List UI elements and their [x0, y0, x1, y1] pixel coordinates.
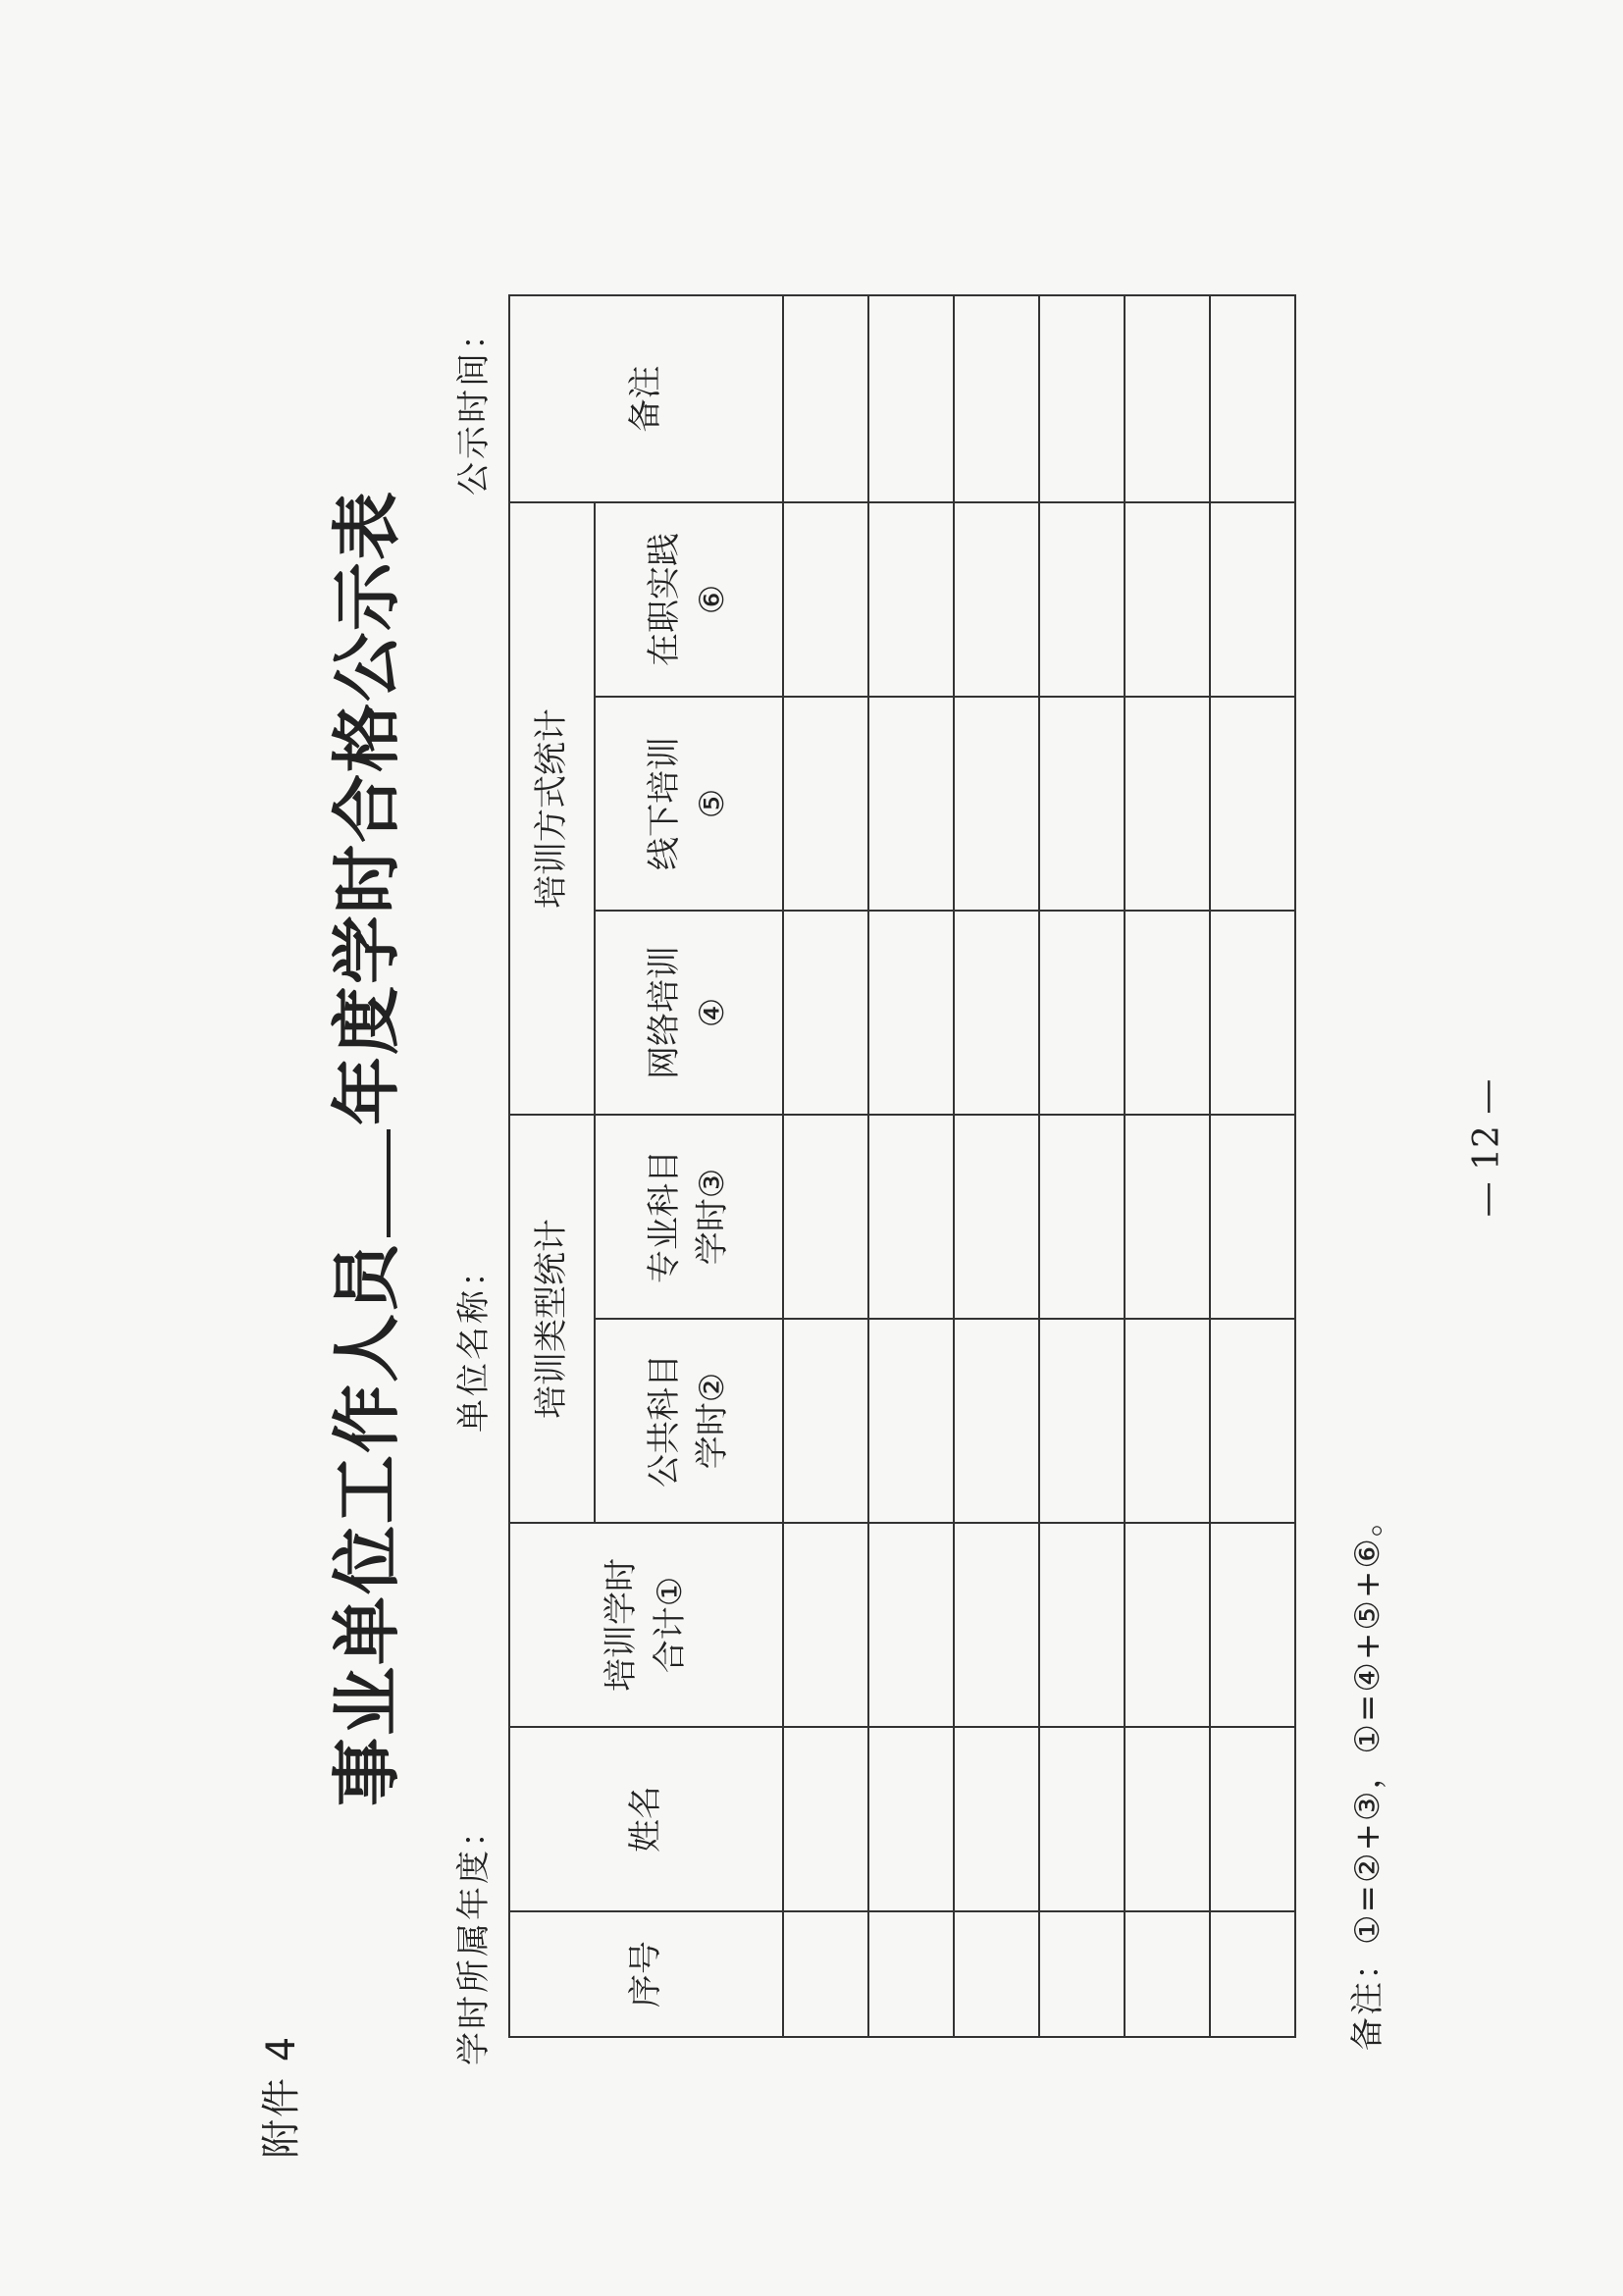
table-cell[interactable] — [783, 1727, 868, 1911]
table-cell[interactable] — [783, 697, 868, 911]
table-cell[interactable] — [1039, 911, 1125, 1115]
hours-table — [508, 294, 1296, 2038]
header-type-group: 培训类型统计 — [509, 1115, 595, 1523]
table-row — [868, 295, 954, 2037]
table-cell[interactable] — [1210, 295, 1295, 502]
table-cell[interactable] — [868, 295, 954, 502]
table-cell[interactable] — [783, 502, 868, 697]
table-cell[interactable] — [783, 1523, 868, 1727]
header-total — [509, 1523, 783, 1727]
header-online-line1: 网络培训 — [644, 946, 684, 1079]
table-cell[interactable] — [1210, 1115, 1295, 1319]
header-professional-hours — [595, 1115, 783, 1319]
table-cell[interactable] — [1125, 1911, 1210, 2037]
table-cell[interactable] — [868, 502, 954, 697]
table-cell[interactable] — [954, 1727, 1039, 1911]
header-job-line2: ⑥ — [693, 584, 732, 615]
table-cell[interactable] — [1210, 1727, 1295, 1911]
table-cell[interactable] — [954, 1523, 1039, 1727]
header-seq: 序号 — [509, 1911, 783, 2037]
table-cell[interactable] — [868, 1319, 954, 1523]
table-cell[interactable] — [868, 1727, 954, 1911]
table-cell[interactable] — [868, 911, 954, 1115]
header-online-training — [595, 911, 783, 1115]
table-cell[interactable] — [1039, 502, 1125, 697]
table-row — [954, 295, 1039, 2037]
table-cell[interactable] — [1210, 911, 1295, 1115]
title-year-blank — [328, 1129, 391, 1237]
table-cell[interactable] — [783, 1319, 868, 1523]
header-job-practice — [595, 502, 783, 697]
title-left: 事业单位工作人员 — [326, 1241, 407, 1806]
page-number: — 12 — — [1467, 1078, 1507, 1218]
table-cell[interactable] — [868, 697, 954, 911]
table-row — [1125, 295, 1210, 2037]
table-row — [783, 295, 868, 2037]
header-offline-training — [595, 697, 783, 911]
page-title — [312, 0, 411, 2296]
table-row — [1039, 295, 1125, 2037]
table-cell[interactable] — [954, 1319, 1039, 1523]
table-cell[interactable] — [954, 502, 1039, 697]
table-cell[interactable] — [868, 1523, 954, 1727]
header-remark: 备注 — [509, 295, 783, 502]
header-total-line2: 合计① — [650, 1576, 690, 1674]
header-public-hours — [595, 1319, 783, 1523]
header-total-line1: 培训学时 — [602, 1558, 642, 1692]
table-cell[interactable] — [954, 295, 1039, 502]
header-mode-group: 培训方式统计 — [509, 502, 595, 1115]
table-cell[interactable] — [1125, 1727, 1210, 1911]
header-public-line1: 公共科目 — [644, 1354, 684, 1487]
table-cell[interactable] — [1039, 1319, 1125, 1523]
table-cell[interactable] — [1210, 1319, 1295, 1523]
table-cell[interactable] — [1125, 697, 1210, 911]
footnote: 备注：①=②+③，①=④+⑤+⑥。 — [1348, 1501, 1387, 2051]
table-cell[interactable] — [954, 697, 1039, 911]
table-cell[interactable] — [1125, 502, 1210, 697]
table-cell[interactable] — [868, 1115, 954, 1319]
table-cell[interactable] — [1039, 1523, 1125, 1727]
table-cell[interactable] — [1125, 295, 1210, 502]
table-cell[interactable] — [954, 1115, 1039, 1319]
table-cell[interactable] — [1125, 1523, 1210, 1727]
table-cell[interactable] — [1125, 1115, 1210, 1319]
annex-label: 附件 4 — [259, 2034, 304, 2159]
unit-field-label: 单位名称： — [454, 1251, 494, 1433]
header-job-line1: 在职实践 — [644, 533, 684, 666]
table-cell[interactable] — [1039, 1115, 1125, 1319]
table-cell[interactable] — [783, 1115, 868, 1319]
header-offline-line2: ⑤ — [693, 788, 732, 819]
header-online-line2: ④ — [693, 997, 732, 1028]
table-cell[interactable] — [868, 1911, 954, 2037]
table-cell[interactable] — [783, 911, 868, 1115]
table-cell[interactable] — [1039, 295, 1125, 502]
table-cell[interactable] — [1039, 697, 1125, 911]
header-public-line2: 学时② — [693, 1372, 732, 1470]
table-cell[interactable] — [783, 1911, 868, 2037]
title-right: 年度学时合格公示表 — [326, 490, 407, 1125]
table-cell[interactable] — [1210, 697, 1295, 911]
header-prof-line1: 专业科目 — [644, 1150, 684, 1283]
header-offline-line1: 线下培训 — [644, 737, 684, 870]
header-prof-line2: 学时③ — [693, 1168, 732, 1266]
table-cell[interactable] — [1039, 1727, 1125, 1911]
header-name: 姓名 — [509, 1727, 783, 1911]
table-cell[interactable] — [783, 295, 868, 502]
table-cell[interactable] — [1210, 1523, 1295, 1727]
table-cell[interactable] — [1210, 1911, 1295, 2037]
table-cell[interactable] — [954, 911, 1039, 1115]
table-cell[interactable] — [1210, 502, 1295, 697]
table-cell[interactable] — [1125, 1319, 1210, 1523]
table-cell[interactable] — [954, 1911, 1039, 2037]
table-cell[interactable] — [1125, 911, 1210, 1115]
date-field-label: 公示时间： — [454, 314, 494, 496]
table-row — [1210, 295, 1295, 2037]
table-cell[interactable] — [1039, 1911, 1125, 2037]
year-field-label: 学时所属年度： — [454, 1811, 494, 2065]
